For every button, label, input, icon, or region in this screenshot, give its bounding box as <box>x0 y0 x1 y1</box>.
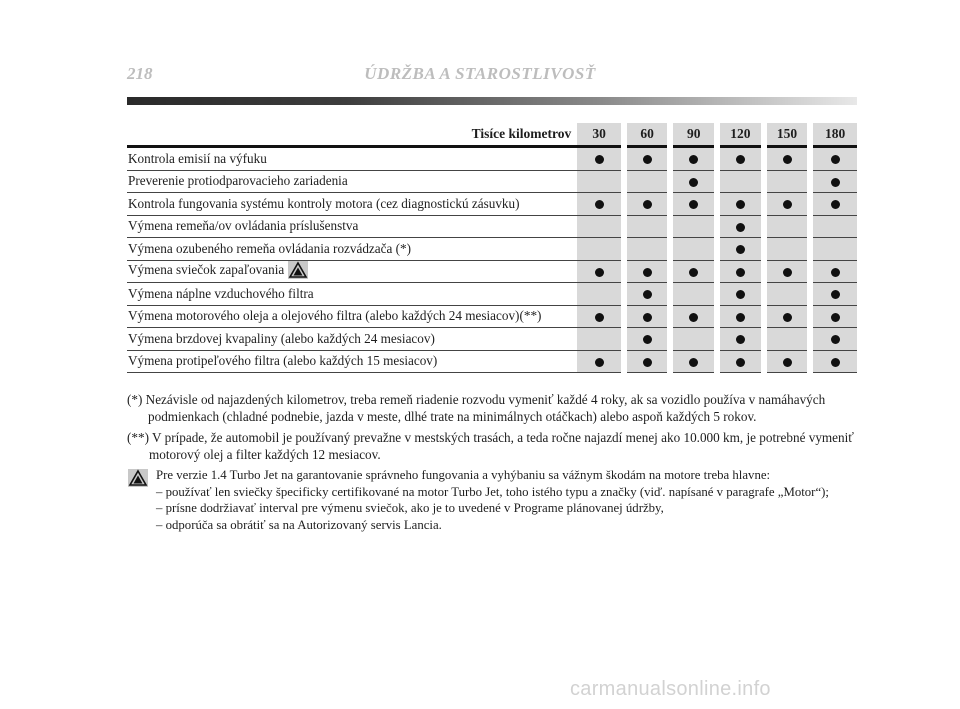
interval-cell <box>624 215 671 238</box>
row-label <box>127 350 577 373</box>
scheduled-dot-icon <box>783 155 792 164</box>
row-label-text: Kontrola fungovania systému kontroly motora (cez diagnostickú zásuvku) <box>128 195 520 211</box>
table-row <box>127 193 857 216</box>
interval-cell <box>764 328 811 351</box>
interval-cell <box>670 170 717 193</box>
header-label: Tisíce kilometrov <box>127 123 577 147</box>
interval-cell <box>764 350 811 373</box>
maintenance-schedule-table <box>127 123 857 373</box>
interval-cell <box>577 193 624 216</box>
warning-note <box>127 467 857 533</box>
km-column-header: 120 <box>717 123 764 147</box>
interval-cell <box>810 193 857 216</box>
interval-cell <box>670 260 717 283</box>
interval-cell <box>717 193 764 216</box>
scheduled-dot-icon <box>736 335 745 344</box>
interval-cell <box>764 147 811 171</box>
warning-item: – odporúča sa obrátiť sa na Autorizovaný servis Lancia. <box>156 517 442 532</box>
interval-cell <box>577 283 624 306</box>
interval-cell <box>717 147 764 171</box>
scheduled-dot-icon <box>736 268 745 277</box>
interval-cell <box>810 283 857 306</box>
page-number: 218 <box>127 64 153 83</box>
scheduled-dot-icon <box>736 155 745 164</box>
scheduled-dot-icon <box>831 200 840 209</box>
scheduled-dot-icon <box>643 268 652 277</box>
scheduled-dot-icon <box>783 268 792 277</box>
interval-cell <box>717 260 764 283</box>
row-label <box>127 170 577 193</box>
interval-cell <box>670 147 717 171</box>
scheduled-dot-icon <box>643 313 652 322</box>
interval-cell <box>577 147 624 171</box>
interval-cell <box>577 305 624 328</box>
row-label-text: Výmena protipeľového filtra (alebo každých 15 mesiacov) <box>128 353 438 369</box>
scheduled-dot-icon <box>831 290 840 299</box>
warning-item: – prísne dodržiavať interval pre výmenu sviečok, ako je to uvedené v Programe plánovanej údržby, <box>156 501 664 515</box>
scheduled-dot-icon <box>595 313 604 322</box>
row-label <box>127 147 577 171</box>
scheduled-dot-icon <box>736 313 745 322</box>
scheduled-dot-icon <box>643 335 652 344</box>
interval-cell <box>670 238 717 261</box>
interval-cell <box>624 193 671 216</box>
scheduled-dot-icon <box>736 223 745 232</box>
scheduled-dot-icon <box>831 178 840 187</box>
row-label <box>127 305 577 328</box>
km-column-header: 60 <box>624 123 671 147</box>
table-row <box>127 238 857 261</box>
interval-cell <box>624 238 671 261</box>
warning-triangle-icon <box>288 261 308 279</box>
table-header-row <box>127 123 857 147</box>
interval-cell <box>670 193 717 216</box>
notes <box>127 391 857 533</box>
interval-cell <box>764 260 811 283</box>
row-label-text: Výmena remeňa/ov ovládania príslušenstva <box>128 218 359 234</box>
interval-cell <box>577 215 624 238</box>
interval-cell <box>577 350 624 373</box>
scheduled-dot-icon <box>689 358 698 367</box>
interval-cell <box>810 147 857 171</box>
scheduled-dot-icon <box>736 245 745 254</box>
interval-cell <box>624 350 671 373</box>
interval-cell <box>810 238 857 261</box>
table-body <box>127 147 857 373</box>
scheduled-dot-icon <box>736 358 745 367</box>
km-column-header: 150 <box>764 123 811 147</box>
scheduled-dot-icon <box>783 200 792 209</box>
interval-cell <box>764 170 811 193</box>
row-label <box>127 260 577 283</box>
scheduled-dot-icon <box>831 313 840 322</box>
scheduled-dot-icon <box>643 290 652 299</box>
scheduled-dot-icon <box>595 268 604 277</box>
row-label <box>127 193 577 216</box>
interval-cell <box>624 260 671 283</box>
row-label-text: Výmena náplne vzduchového filtra <box>128 285 314 301</box>
scheduled-dot-icon <box>736 290 745 299</box>
interval-cell <box>764 238 811 261</box>
scheduled-dot-icon <box>595 358 604 367</box>
table-row <box>127 215 857 238</box>
scheduled-dot-icon <box>831 268 840 277</box>
interval-cell <box>577 260 624 283</box>
interval-cell <box>764 193 811 216</box>
interval-cell <box>717 328 764 351</box>
interval-cell <box>577 328 624 351</box>
interval-cell <box>810 350 857 373</box>
warning-intro: Pre verzie 1.4 Turbo Jet na garantovanie správneho fungovania a vyhýbaniu sa vážnym škodám na motore treba hlavne: <box>156 468 771 482</box>
interval-cell <box>670 328 717 351</box>
table-row <box>127 147 857 171</box>
scheduled-dot-icon <box>689 178 698 187</box>
footnote-oil-change: (**) V prípade, že automobil je používaný prevažne v mestských trasách, a teda ročne najazdí menej ako 10.000 km, je potrebné vymeniť motorový olej a filter každých 12 mesiacov. <box>127 430 854 462</box>
interval-cell <box>670 215 717 238</box>
warning-triangle-icon <box>128 469 148 487</box>
row-label-text: Preverenie protiodparovacieho zariadenia <box>128 173 348 189</box>
interval-cell <box>717 305 764 328</box>
scheduled-dot-icon <box>831 335 840 344</box>
interval-cell <box>624 328 671 351</box>
interval-cell <box>810 305 857 328</box>
interval-cell <box>764 215 811 238</box>
interval-cell <box>717 215 764 238</box>
scheduled-dot-icon <box>689 200 698 209</box>
row-label <box>127 215 577 238</box>
table-row <box>127 283 857 306</box>
interval-cell <box>717 283 764 306</box>
interval-cell <box>670 350 717 373</box>
row-label <box>127 283 577 306</box>
table-row <box>127 260 857 283</box>
interval-cell <box>670 283 717 306</box>
km-column-header: 90 <box>670 123 717 147</box>
interval-cell <box>810 215 857 238</box>
warning-item: – používať len sviečky špecificky certifikované na motor Turbo Jet, toho istého typu a značky (viď. napísané v paragrafe „Motor“); <box>156 484 829 499</box>
interval-cell <box>764 305 811 328</box>
interval-cell <box>577 170 624 193</box>
scheduled-dot-icon <box>643 155 652 164</box>
interval-cell <box>670 305 717 328</box>
running-title: ÚDRŽBA A STAROSTLIVOSŤ <box>364 64 596 83</box>
table-row <box>127 328 857 351</box>
interval-cell <box>624 147 671 171</box>
row-label-text: Výmena sviečok zapaľovania <box>128 262 285 278</box>
interval-cell <box>717 350 764 373</box>
row-label-text: Výmena motorového oleja a olejového filtra (alebo každých 24 mesiacov)(**) <box>128 308 542 324</box>
table-row <box>127 170 857 193</box>
row-label-text: Výmena ozubeného remeňa ovládania rozvádzača (*) <box>128 240 412 256</box>
interval-cell <box>717 170 764 193</box>
table-row <box>127 305 857 328</box>
km-column-header: 30 <box>577 123 624 147</box>
interval-cell <box>810 170 857 193</box>
interval-cell <box>810 260 857 283</box>
interval-cell <box>577 238 624 261</box>
scheduled-dot-icon <box>595 200 604 209</box>
row-label-text: Kontrola emisií na výfuku <box>128 150 267 166</box>
interval-cell <box>764 283 811 306</box>
interval-cell <box>717 238 764 261</box>
scheduled-dot-icon <box>689 268 698 277</box>
scheduled-dot-icon <box>831 358 840 367</box>
scheduled-dot-icon <box>689 313 698 322</box>
scheduled-dot-icon <box>736 200 745 209</box>
row-label <box>127 238 577 261</box>
interval-cell <box>624 170 671 193</box>
scheduled-dot-icon <box>643 200 652 209</box>
scheduled-dot-icon <box>783 358 792 367</box>
scheduled-dot-icon <box>783 313 792 322</box>
scheduled-dot-icon <box>689 155 698 164</box>
table-row <box>127 350 857 373</box>
scheduled-dot-icon <box>831 155 840 164</box>
interval-cell <box>624 305 671 328</box>
scheduled-dot-icon <box>643 358 652 367</box>
interval-cell <box>810 328 857 351</box>
header-rule <box>127 97 857 105</box>
watermark: carmanualsonline.info <box>570 678 771 700</box>
row-label-text: Výmena brzdovej kvapaliny (alebo každých 24 mesiacov) <box>128 330 435 346</box>
row-label <box>127 328 577 351</box>
footnote-timing-belt: (*) Nezávisle od najazdených kilometrov, treba remeň riadenie rozvodu vymeniť každé 4 roky, ak sa vozidlo používa v namáhavých podmienkach (chladné podnebie, jazda v meste, dlhé trate na minimálnych otáčkach) alebo aspoň každých 5 rokov. <box>127 392 826 424</box>
scheduled-dot-icon <box>595 155 604 164</box>
interval-cell <box>624 283 671 306</box>
km-column-header: 180 <box>810 123 857 147</box>
